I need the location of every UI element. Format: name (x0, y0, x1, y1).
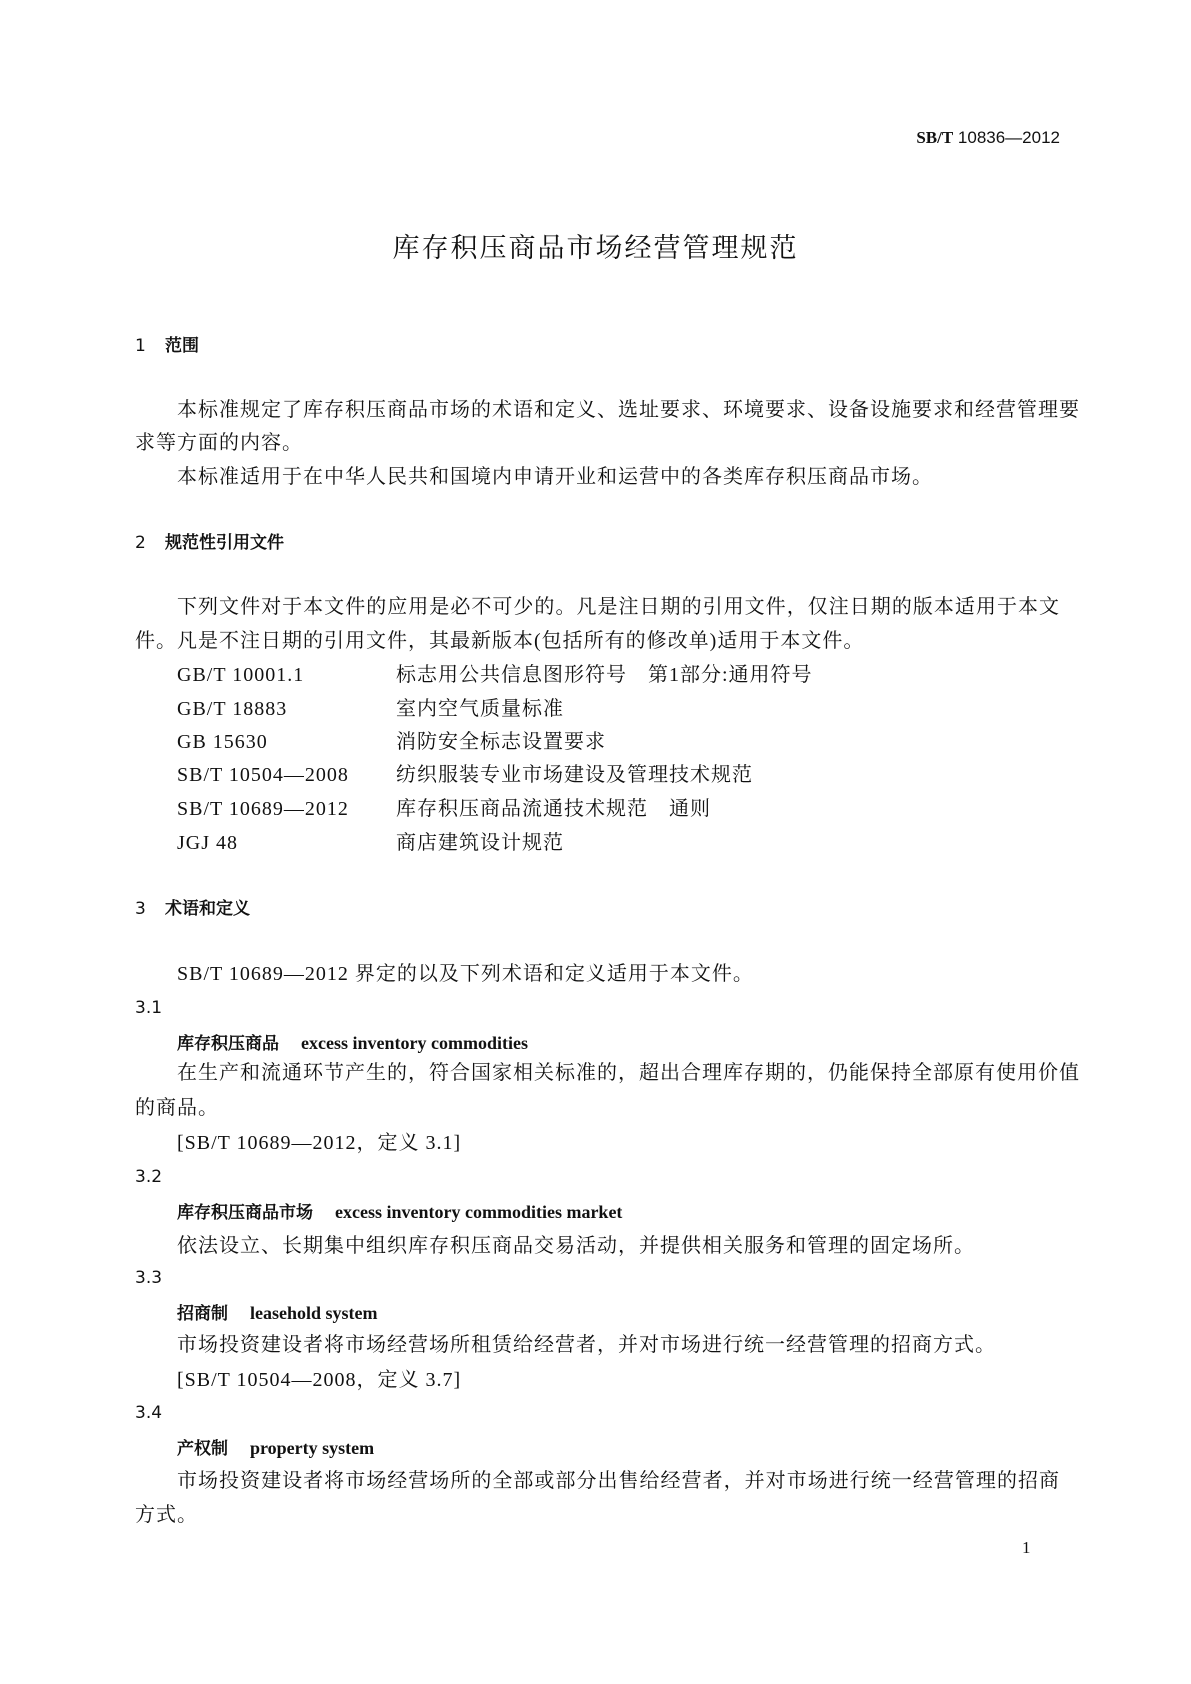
section-heading-1 (135, 333, 199, 359)
reference-code: SB/T 10689—2012 (177, 798, 349, 820)
term-zh: 库存积压商品市场 (177, 1203, 313, 1223)
term-en: excess inventory commodities market (335, 1202, 623, 1222)
reference-code: GB/T 10001.1 (177, 664, 305, 686)
reference-title: 商店建筑设计规范 (396, 832, 564, 854)
section-title: 范围 (165, 336, 199, 356)
section-intro: SB/T 10689—2012 界定的以及下列术语和定义适用于本文件。 (177, 963, 754, 985)
paragraph-line: 求等方面的内容。 (135, 432, 303, 454)
section-title: 规范性引用文件 (165, 533, 284, 553)
term-zh: 招商制 (177, 1304, 228, 1324)
paragraph-line: 本标准适用于在中华人民共和国境内申请开业和运营中的各类库存积压商品市场。 (177, 466, 933, 488)
reference-title: 室内空气质量标准 (396, 698, 564, 720)
reference-code: SB/T 10504—2008 (177, 764, 349, 786)
definition-line: 依法设立、长期集中组织库存积压商品交易活动，并提供相关服务和管理的固定场所。 (177, 1235, 975, 1257)
term-number: 3.4 (135, 1403, 163, 1423)
standard-code-prefix: SB/T (916, 128, 954, 147)
term-source: [SB/T 10504—2008，定义 3.7] (177, 1369, 462, 1391)
term-heading (177, 1300, 378, 1327)
page-number: 1 (1022, 1538, 1031, 1557)
term-en: leasehold system (250, 1303, 378, 1323)
standard-code-number: 10836—2012 (957, 128, 1060, 147)
section-number: 3 (135, 899, 146, 919)
section-heading-2 (135, 530, 284, 556)
definition-line: 在生产和流通环节产生的，符合国家相关标准的，超出合理库存期的，仍能保持全部原有使用价值 (177, 1062, 1080, 1084)
definition-line: 市场投资建设者将市场经营场所租赁给经营者，并对市场进行统一经营管理的招商方式。 (177, 1334, 996, 1356)
term-number: 3.2 (135, 1167, 163, 1187)
term-number: 3.1 (135, 998, 163, 1018)
paragraph-line: 本标准规定了库存积压商品市场的术语和定义、选址要求、环境要求、设备设施要求和经营管理要 (177, 399, 1080, 421)
reference-code: JGJ 48 (177, 832, 239, 854)
term-en: excess inventory commodities (301, 1033, 528, 1053)
definition-line: 的商品。 (135, 1097, 219, 1119)
section-number: 1 (135, 336, 146, 356)
definition-line: 方式。 (135, 1504, 198, 1526)
reference-code: GB 15630 (177, 731, 268, 753)
section-title: 术语和定义 (165, 899, 250, 919)
reference-title: 消防安全标志设置要求 (396, 731, 606, 753)
term-zh: 产权制 (177, 1439, 228, 1459)
term-heading (177, 1030, 528, 1057)
paragraph-line: 下列文件对于本文件的应用是必不可少的。凡是注日期的引用文件，仅注日期的版本适用于本文 (177, 596, 1060, 618)
reference-title: 纺织服装专业市场建设及管理技术规范 (396, 764, 753, 786)
definition-line: 市场投资建设者将市场经营场所的全部或部分出售给经营者，并对市场进行统一经营管理的招商 (177, 1470, 1060, 1492)
standard-code (916, 125, 1060, 151)
term-source: [SB/T 10689—2012，定义 3.1] (177, 1132, 462, 1154)
term-heading (177, 1435, 374, 1462)
term-en: property system (250, 1438, 375, 1458)
term-zh: 库存积压商品 (177, 1034, 279, 1054)
section-number: 2 (135, 533, 146, 553)
term-number: 3.3 (135, 1268, 163, 1288)
document-title: 库存积压商品市场经营管理规范 (392, 233, 799, 264)
term-heading (177, 1199, 622, 1226)
reference-title: 标志用公共信息图形符号 第1部分:通用符号 (396, 664, 813, 686)
reference-title: 库存积压商品流通技术规范 通则 (396, 798, 711, 820)
reference-code: GB/T 18883 (177, 698, 288, 720)
paragraph-line: 件。凡是不注日期的引用文件，其最新版本(包括所有的修改单)适用于本文件。 (135, 630, 865, 652)
section-heading-3 (135, 896, 250, 922)
